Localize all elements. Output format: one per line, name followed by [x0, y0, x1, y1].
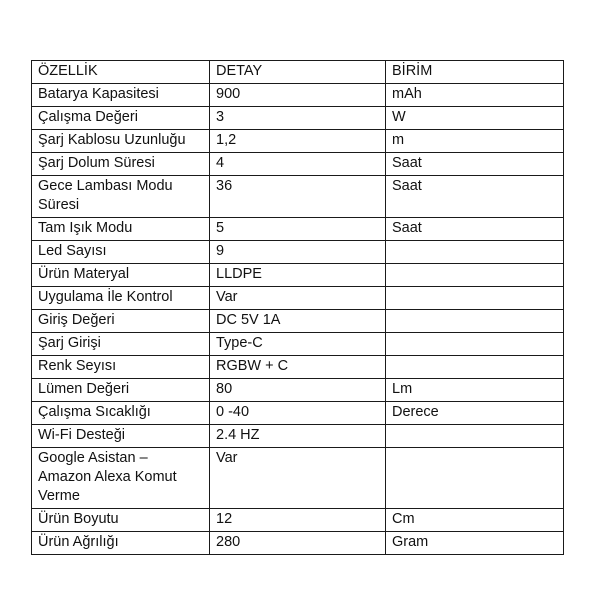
feature-cell: Lümen Değeri	[32, 379, 210, 402]
detail-cell: 36	[210, 176, 386, 218]
header-cell-unit: BİRİM	[386, 61, 564, 84]
feature-cell: Google Asistan – Amazon Alexa Komut Verme	[32, 448, 210, 509]
detail-cell: LLDPE	[210, 264, 386, 287]
feature-cell: Uygulama İle Kontrol	[32, 287, 210, 310]
feature-cell: Giriş Değeri	[32, 310, 210, 333]
table-row	[32, 153, 564, 176]
table-row	[32, 218, 564, 241]
feature-cell: Wi-Fi Desteği	[32, 425, 210, 448]
spec-table	[31, 60, 564, 555]
feature-cell: Ürün Materyal	[32, 264, 210, 287]
unit-cell	[386, 356, 564, 379]
feature-cell: Çalışma Değeri	[32, 107, 210, 130]
unit-cell	[386, 425, 564, 448]
table-row	[32, 509, 564, 532]
unit-cell: W	[386, 107, 564, 130]
unit-cell: Lm	[386, 379, 564, 402]
table-header-row	[32, 61, 564, 84]
unit-cell	[386, 333, 564, 356]
detail-cell: 4	[210, 153, 386, 176]
table-row	[32, 356, 564, 379]
table-row	[32, 333, 564, 356]
table-row	[32, 176, 564, 218]
unit-cell: Saat	[386, 153, 564, 176]
detail-cell: 900	[210, 84, 386, 107]
table-row	[32, 425, 564, 448]
detail-cell: DC 5V 1A	[210, 310, 386, 333]
unit-cell: Cm	[386, 509, 564, 532]
detail-cell: 80	[210, 379, 386, 402]
feature-cell: Renk Seyısı	[32, 356, 210, 379]
feature-cell: Şarj Girişi	[32, 333, 210, 356]
detail-cell: 1,2	[210, 130, 386, 153]
unit-cell: Derece	[386, 402, 564, 425]
detail-cell: RGBW + C	[210, 356, 386, 379]
unit-cell	[386, 448, 564, 509]
unit-cell: Saat	[386, 176, 564, 218]
feature-cell: Gece Lambası Modu Süresi	[32, 176, 210, 218]
detail-cell: 5	[210, 218, 386, 241]
table-row	[32, 241, 564, 264]
table-row	[32, 379, 564, 402]
unit-cell: Gram	[386, 532, 564, 555]
table-row	[32, 130, 564, 153]
feature-cell: Tam Işık Modu	[32, 218, 210, 241]
detail-cell: Var	[210, 287, 386, 310]
detail-cell: Type-C	[210, 333, 386, 356]
table-row	[32, 84, 564, 107]
header-cell-detail: DETAY	[210, 61, 386, 84]
detail-cell: Var	[210, 448, 386, 509]
table-row	[32, 107, 564, 130]
detail-cell: 0 -40	[210, 402, 386, 425]
unit-cell: Saat	[386, 218, 564, 241]
unit-cell	[386, 264, 564, 287]
unit-cell: mAh	[386, 84, 564, 107]
detail-cell: 280	[210, 532, 386, 555]
header-cell-feature: ÖZELLİK	[32, 61, 210, 84]
detail-cell: 3	[210, 107, 386, 130]
table-row	[32, 264, 564, 287]
feature-cell: Şarj Dolum Süresi	[32, 153, 210, 176]
table-row	[32, 287, 564, 310]
detail-cell: 9	[210, 241, 386, 264]
unit-cell	[386, 287, 564, 310]
feature-cell: Çalışma Sıcaklığı	[32, 402, 210, 425]
spec-table-body	[32, 61, 564, 555]
feature-cell: Ürün Ağrılığı	[32, 532, 210, 555]
unit-cell	[386, 310, 564, 333]
unit-cell: m	[386, 130, 564, 153]
table-row	[32, 532, 564, 555]
detail-cell: 12	[210, 509, 386, 532]
table-row	[32, 310, 564, 333]
feature-cell: Batarya Kapasitesi	[32, 84, 210, 107]
feature-cell: Ürün Boyutu	[32, 509, 210, 532]
table-row	[32, 448, 564, 509]
detail-cell: 2.4 HZ	[210, 425, 386, 448]
table-row	[32, 402, 564, 425]
unit-cell	[386, 241, 564, 264]
feature-cell: Led Sayısı	[32, 241, 210, 264]
feature-cell: Şarj Kablosu Uzunluğu	[32, 130, 210, 153]
